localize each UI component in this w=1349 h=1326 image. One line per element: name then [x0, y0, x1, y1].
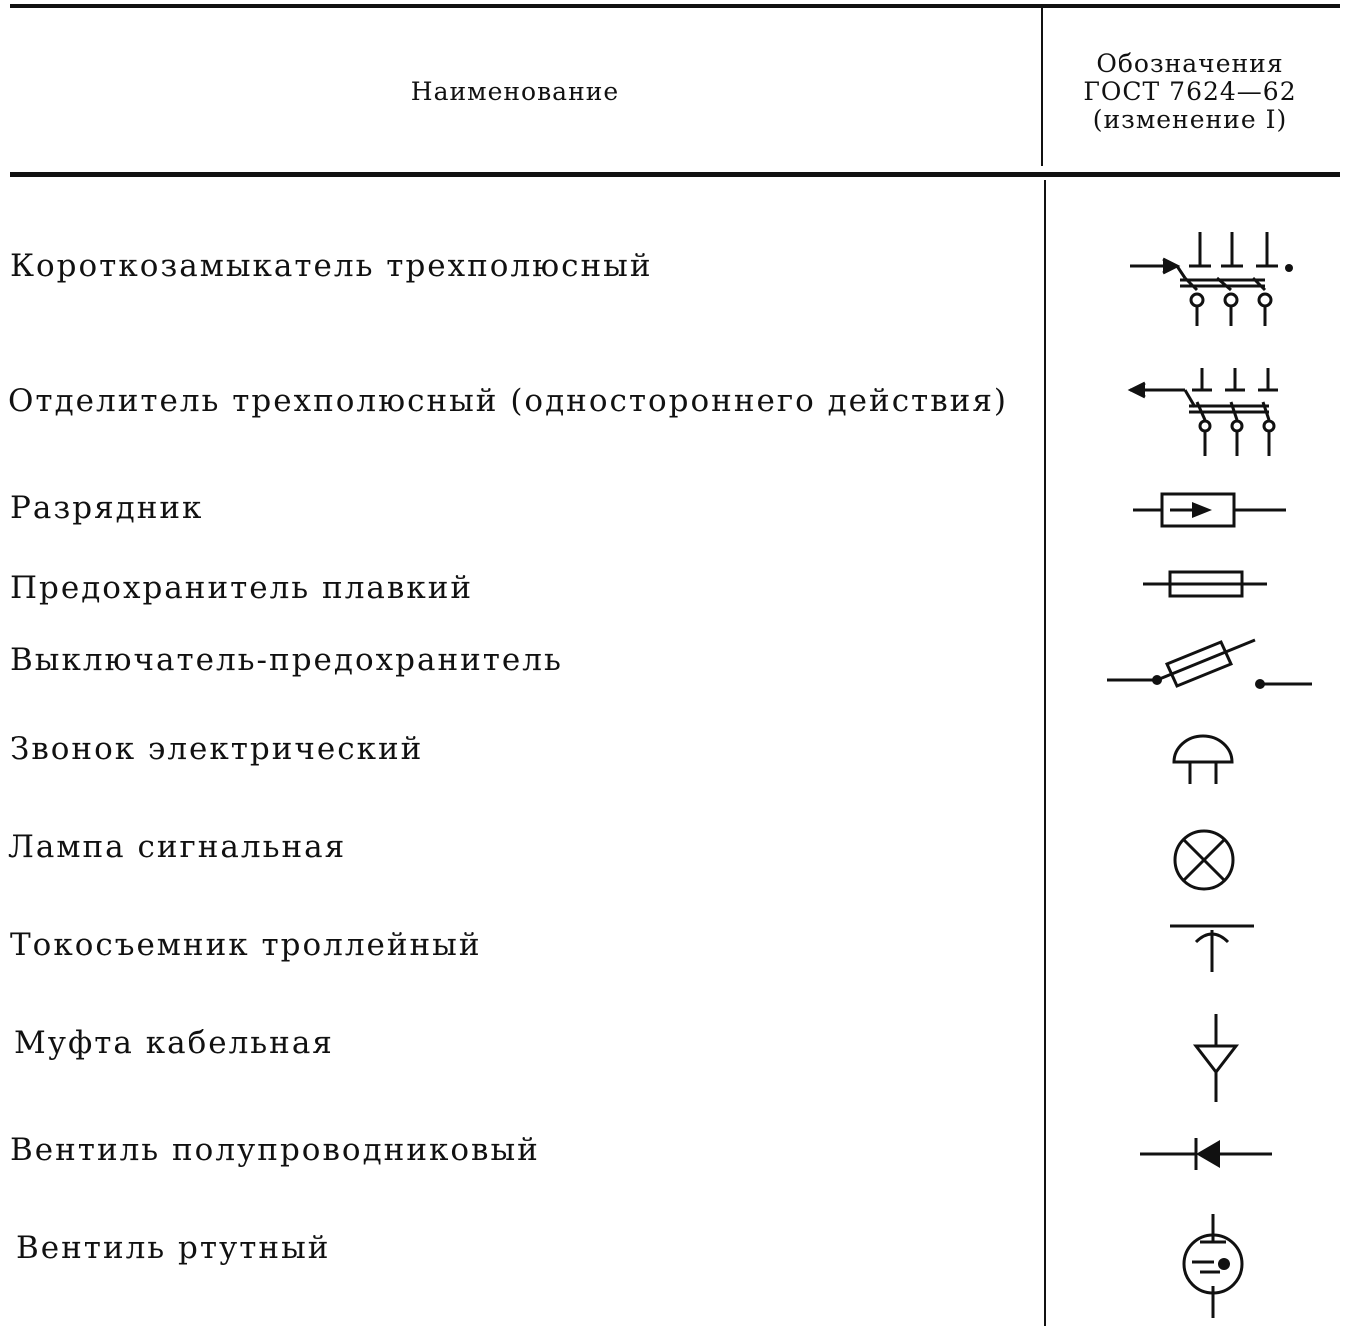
switch-fuse-icon — [1105, 634, 1315, 694]
header-symbol-column — [1060, 50, 1320, 134]
three-pole-short-circuiter-icon — [1125, 228, 1295, 328]
fuse-icon — [1140, 566, 1270, 602]
row-name-mercury-rectifier: Вентиль ртутный — [16, 1230, 331, 1266]
mercury-rectifier-icon — [1180, 1212, 1246, 1320]
row-name-switch-fuse: Выключатель-предохранитель — [10, 642, 563, 678]
column-divider-lower — [1044, 180, 1046, 1326]
row-name-electric-bell: Звонок электрический — [10, 731, 424, 767]
row-name-disconnector: Отделитель трехполюсный (одностороннего действия) — [8, 383, 1008, 419]
row-name-signal-lamp: Лампа сигнальная — [8, 829, 347, 865]
header-symbol-line-2: ГОСТ 7624—62 — [1083, 77, 1297, 106]
row-name-arrester: Разрядник — [10, 490, 204, 526]
cable-coupling-icon — [1190, 1012, 1242, 1104]
trolley-current-collector-icon — [1168, 920, 1256, 974]
header-symbol-line-3: (изменение I) — [1092, 105, 1288, 134]
row-name-short-circuiter: Короткозамыкатель трехполюсный — [10, 248, 653, 284]
row-name-semiconductor-diode: Вентиль полупроводниковый — [10, 1132, 540, 1168]
signal-lamp-icon — [1172, 828, 1236, 892]
column-divider-upper — [1041, 8, 1043, 166]
table-top-rule — [10, 4, 1340, 8]
row-name-fuse: Предохранитель плавкий — [10, 570, 474, 606]
row-name-cable-coupling: Муфта кабельная — [14, 1025, 334, 1061]
electric-bell-icon — [1170, 734, 1236, 786]
semiconductor-diode-icon — [1138, 1134, 1274, 1174]
three-pole-disconnector-icon — [1125, 362, 1285, 462]
arrester-icon — [1130, 490, 1290, 530]
header-symbol-line-1: Обозначения — [1096, 49, 1284, 78]
header-bottom-rule — [10, 172, 1340, 177]
header-name-column: Наименование — [410, 77, 620, 106]
row-name-trolley-collector: Токосъемник троллейный — [10, 927, 482, 963]
